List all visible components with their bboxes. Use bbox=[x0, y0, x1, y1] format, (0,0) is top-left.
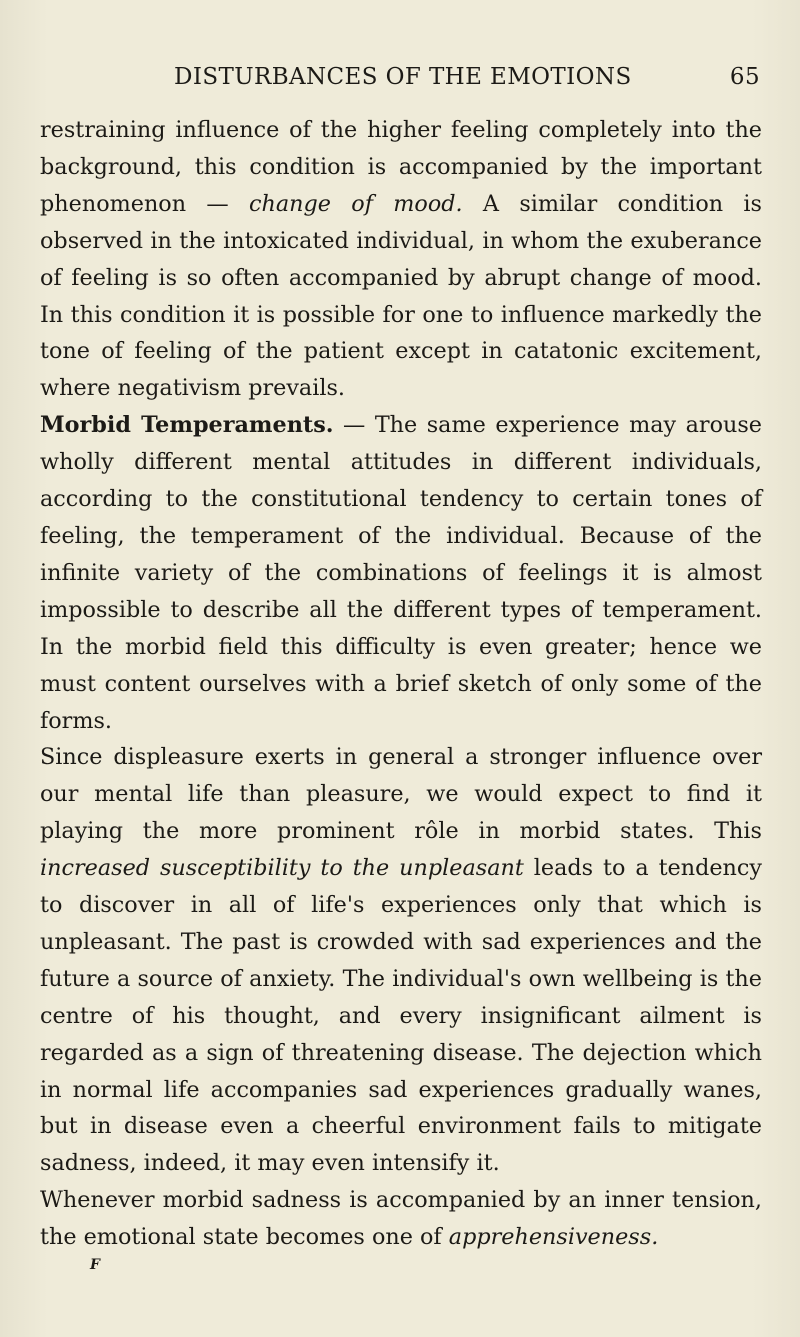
paragraph-1-emphasis: change of mood. bbox=[249, 190, 463, 217]
paragraph-1 bbox=[40, 112, 762, 407]
paragraph-4-text: Whenever morbid sadness is accompanied by an inner tension, the emotional state becomes one of bbox=[40, 1187, 762, 1251]
page-number: 65 bbox=[729, 64, 760, 90]
section-heading: Morbid Temperaments. bbox=[40, 412, 334, 439]
paragraph-2 bbox=[40, 407, 762, 739]
paragraph-3-emphasis: increased susceptibility to the unpleasant bbox=[40, 855, 524, 882]
signature-mark: F bbox=[90, 1257, 100, 1273]
paragraph-2-text: — The same experience may arouse wholly different mental attitudes in different individuals, according to the constitutional tendency to certain tones of feeling, the temperament of the individual. Because of the infinite variety of the combinations of feelings it is almost impossible to describe all the different types of temperament. In the morbid field this difficulty is even greater; hence we must content ourselves with a brief sketch of only some of the forms. bbox=[40, 412, 762, 734]
paragraph-3-text: Since displeasure exerts in general a stronger influence over our mental life than pleasure, we would expect to find it playing the more prominent rôle in morbid states. This bbox=[40, 744, 762, 845]
paragraph-4-emphasis: apprehensiveness. bbox=[448, 1224, 659, 1251]
paragraph-1-text: restraining influence of the higher feeling completely into the background, this condition is accompanied by the important phenomenon — bbox=[40, 117, 762, 217]
running-head bbox=[100, 64, 760, 98]
paragraph-1-text-rest: A similar condition is observed in the intoxicated individual, in whom the exuberance of feeling is so often accompanied by abrupt change of mood. In this condition it is possible for one to influence markedly the tone of feeling of the patient except in catatonic excitement, where negativism prevails. bbox=[40, 190, 762, 402]
chapter-title: DISTURBANCES OF THE EMOTIONS bbox=[174, 64, 632, 90]
paragraph-4 bbox=[40, 1182, 762, 1256]
paragraph-3 bbox=[40, 739, 762, 1182]
body-text bbox=[40, 112, 762, 1256]
paragraph-3-text-rest: leads to a tendency to discover in all of life's experiences only that which is unpleasant. The past is crowded with sad experiences and the future a source of anxiety. The individual's own wellbeing is the centre of his thought, and every insignificant ailment is regarded as a sign of threatening disease. The dejection which in normal life accompanies sad experiences gradually wanes, but in disease even a cheerful environment fails to mitigate sadness, indeed, it may even intensify it. bbox=[40, 855, 762, 1177]
